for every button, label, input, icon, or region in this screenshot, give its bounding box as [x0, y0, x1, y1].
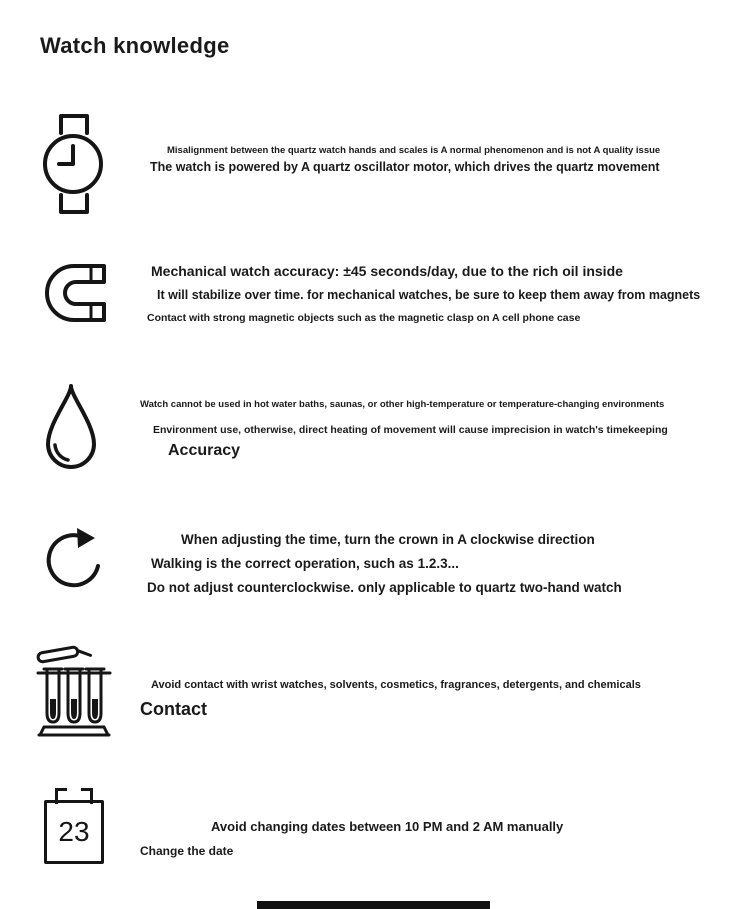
temperature-note: Watch cannot be used in hot water baths, saunas, or other high-temperature or temperature-changing environments	[140, 399, 665, 410]
crown-line-2: Walking is the correct operation, such as 1.2.3...	[151, 556, 459, 571]
crown-line-3: Do not adjust counterclockwise. only applicable to quartz two-hand watch	[147, 580, 622, 595]
date-subtext: Change the date	[140, 844, 234, 858]
accuracy-heading: Accuracy	[168, 442, 241, 459]
calendar-body	[44, 800, 104, 864]
date-text: Avoid changing dates between 10 PM and 2 AM manually	[211, 819, 564, 834]
bottom-bar	[257, 901, 490, 909]
calendar-icon	[44, 788, 104, 866]
temperature-text: Environment use, otherwise, direct heating of movement will cause imprecision in watch's timekeeping	[153, 424, 668, 436]
contact-heading: Contact	[140, 699, 207, 719]
crown-line-1: When adjusting the time, turn the crown in A clockwise direction	[181, 532, 595, 547]
chemicals-text: Avoid contact with wrist watches, solvents, cosmetics, fragrances, detergents, and chemicals	[151, 679, 641, 691]
magnet-headline: Mechanical watch accuracy: ±45 seconds/day, due to the rich oil inside	[151, 263, 623, 279]
magnet-icon	[40, 262, 106, 324]
test-tubes-icon	[36, 643, 112, 739]
quartz-note: Misalignment between the quartz watch hands and scales is A normal phenomenon and is not A quality issue	[167, 145, 661, 156]
page-title: Watch knowledge	[40, 33, 230, 58]
calendar-day: 23	[58, 816, 90, 847]
quartz-text: The watch is powered by A quartz oscillator motor, which drives the quartz movement	[150, 160, 660, 174]
magnet-note: Contact with strong magnetic objects such as the magnetic clasp on A cell phone case	[147, 312, 581, 324]
watch-icon	[42, 112, 104, 216]
water-drop-icon	[42, 382, 100, 474]
rotate-clockwise-icon	[44, 522, 106, 590]
magnet-text: It will stabilize over time. for mechanical watches, be sure to keep them away from magnets	[157, 288, 701, 302]
